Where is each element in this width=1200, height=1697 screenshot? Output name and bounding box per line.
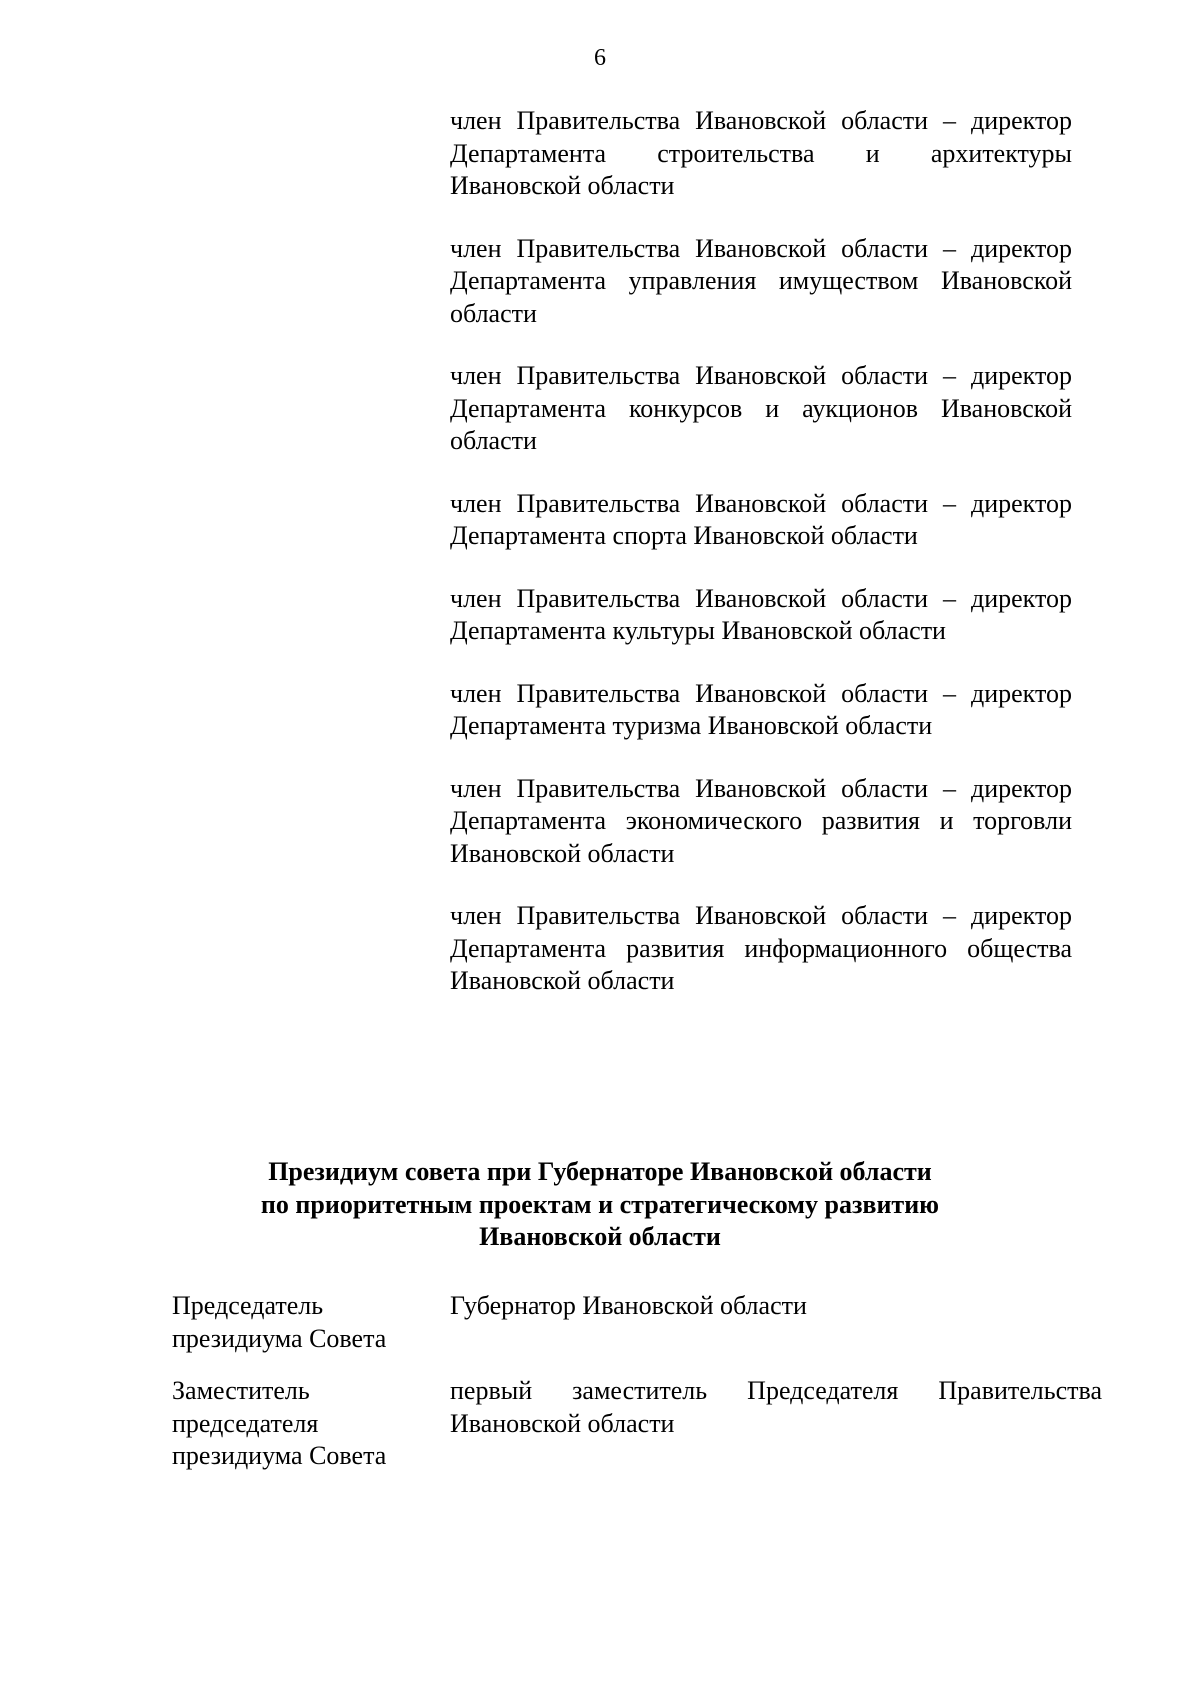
role-label — [172, 1375, 450, 1473]
role-label — [172, 1290, 450, 1355]
member-entry: член Правительства Ивановской области – директор Департамента управления имуществом Ивановской области — [450, 233, 1072, 328]
role-holder: Губернатор Ивановской области — [450, 1291, 807, 1320]
member-entry: член Правительства Ивановской области – директор Департамента экономического развития и торговли Ивановской области — [450, 773, 1072, 868]
role-row-deputy-chairman — [172, 1375, 1102, 1473]
section-heading-line: Ивановской области — [479, 1222, 721, 1251]
member-list — [450, 105, 1072, 1028]
role-row-chairman — [172, 1290, 1102, 1355]
member-entry: член Правительства Ивановской области – директор Департамента развития информационного общества Ивановской области — [450, 901, 1072, 995]
section-heading-line: Президиум совета при Губернаторе Ивановской области — [268, 1157, 932, 1186]
role-label-line: президиума Совета — [172, 1323, 387, 1353]
member-entry: член Правительства Ивановской области – директор Департамента туризма Ивановской области — [450, 678, 1072, 740]
role-label-line: председателя — [172, 1408, 319, 1438]
role-holder: первый заместитель Председателя Правительства Ивановской области — [450, 1376, 1102, 1438]
section-heading — [140, 1156, 1060, 1254]
presidium-roles — [172, 1290, 1102, 1493]
role-label-line: Председатель — [172, 1291, 324, 1320]
member-entry: член Правительства Ивановской области – директор Департамента строительства и архитектуры Ивановской области — [450, 106, 1072, 200]
member-entry: член Правительства Ивановской области – директор Департамента культуры Ивановской области — [450, 583, 1072, 645]
role-label-line: Заместитель — [172, 1376, 310, 1405]
member-entry: член Правительства Ивановской области – директор Департамента конкурсов и аукционов Ивановской области — [450, 361, 1072, 455]
section-heading-line: по приоритетным проектам и стратегическому развитию — [260, 1189, 940, 1219]
page-number: 6 — [594, 45, 606, 71]
role-label-line: президиума Совета — [172, 1441, 387, 1470]
member-entry: член Правительства Ивановской области – директор Департамента спорта Ивановской области — [450, 488, 1072, 550]
